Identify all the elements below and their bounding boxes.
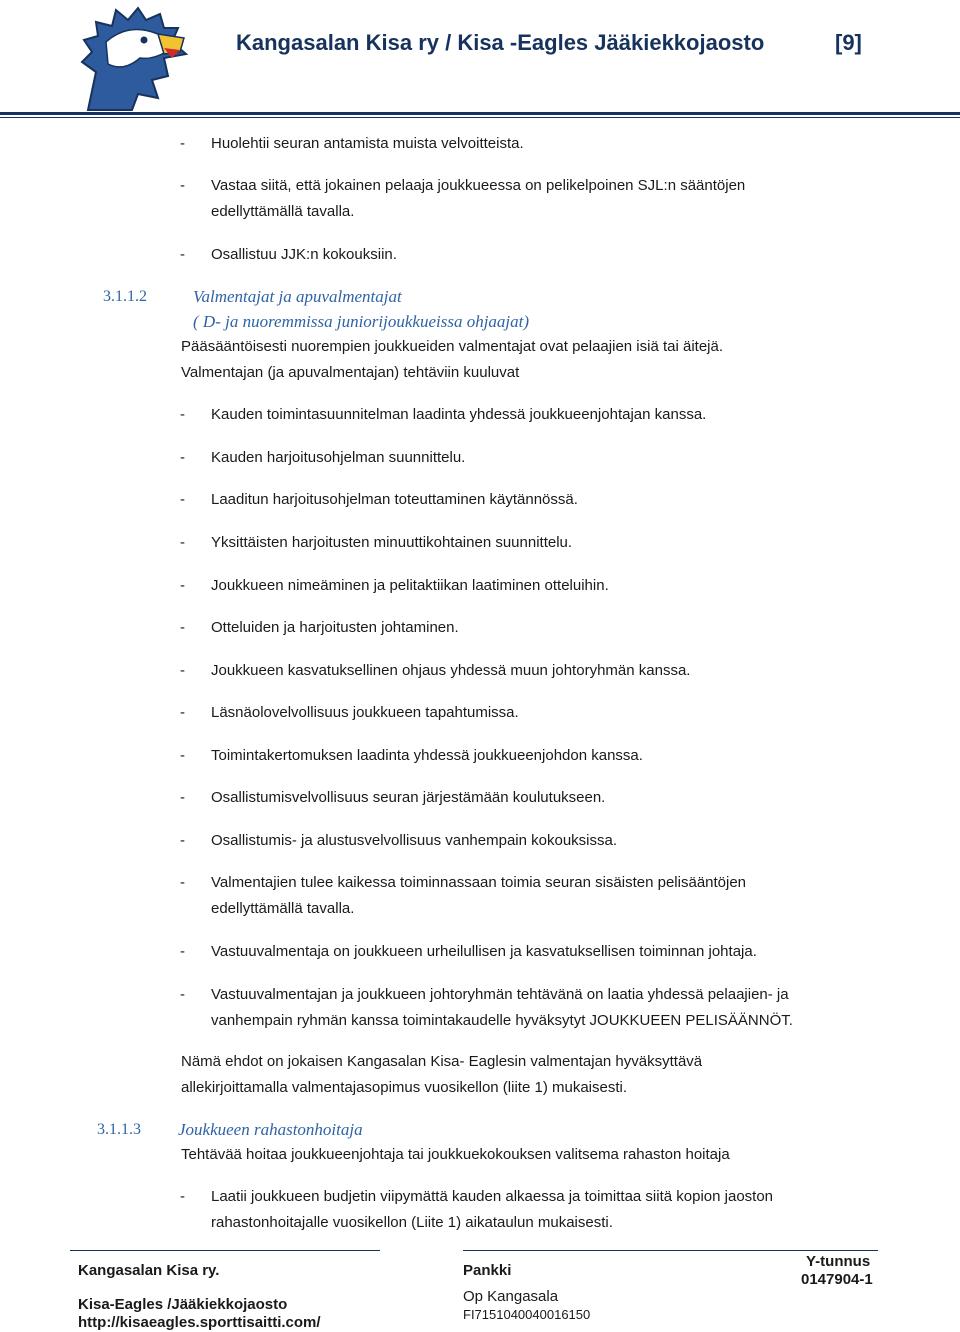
- footer-iban: FI7151040040016150: [463, 1307, 591, 1322]
- list-item: Kauden harjoitusohjelman suunnittelu.: [211, 449, 466, 466]
- list-item: Valmentajien tulee kaikessa toiminnassaan toimia seuran sisäisten pelisääntöjen: [211, 874, 747, 891]
- bullet-dash: -: [180, 874, 185, 891]
- bullet-dash: -: [180, 747, 185, 764]
- section-number: 3.1.1.3: [97, 1121, 141, 1138]
- list-item: Vastuuvalmentajan ja joukkueen johtoryhmän tehtävänä on laatia yhdessä pelaajien- ja: [211, 986, 789, 1003]
- footer-org: Kangasalan Kisa ry.: [78, 1262, 220, 1279]
- header-title: Kangasalan Kisa ry / Kisa -Eagles Jääkiekkojaosto: [236, 30, 765, 55]
- bullet-dash: -: [180, 177, 185, 194]
- list-item: Osallistumisvelvollisuus seuran järjestämään koulutukseen.: [211, 789, 606, 806]
- list-item-continuation: edellyttämällä tavalla.: [211, 203, 355, 220]
- footer-url-link[interactable]: http://kisaeagles.sporttisaitti.com/: [78, 1314, 321, 1331]
- bullet-dash: -: [180, 577, 185, 594]
- bullet-dash: -: [180, 662, 185, 679]
- list-item-continuation: edellyttämällä tavalla.: [211, 900, 355, 917]
- section-title: Joukkueen rahastonhoitaja: [178, 1120, 363, 1139]
- bullet-dash: -: [180, 619, 185, 636]
- paragraph: Nämä ehdot on jokaisen Kangasalan Kisa- Eaglesin valmentajan hyväksyttävä: [181, 1053, 703, 1070]
- bullet-dash: -: [180, 704, 185, 721]
- list-item: Toimintakertomuksen laadinta yhdessä joukkueenjohdon kanssa.: [211, 747, 643, 764]
- page-number: [9]: [835, 30, 862, 55]
- paragraph: allekirjoittamalla valmentajasopimus vuosikellon (liite 1) mukaisesti.: [181, 1079, 628, 1096]
- list-item-continuation: rahastonhoitajalle vuosikellon (Liite 1) aikataulun mukaisesti.: [211, 1214, 613, 1231]
- section-number: 3.1.1.2: [103, 288, 147, 305]
- paragraph: Valmentajan (ja apuvalmentajan) tehtäviin kuuluvat: [181, 364, 520, 381]
- list-item: Vastuuvalmentaja on joukkueen urheilullisen ja kasvatuksellisen toiminnan johtaja.: [211, 943, 757, 960]
- footer-ytunnus: 0147904-1: [801, 1271, 873, 1288]
- list-item: Otteluiden ja harjoitusten johtaminen.: [211, 619, 459, 636]
- footer-bank-name: Op Kangasala: [463, 1288, 559, 1305]
- bullet-dash: -: [180, 986, 185, 1003]
- list-item-continuation: vanhempain ryhmän kanssa toimintakaudelle hyväksytyt JOUKKUEEN PELISÄÄNNÖT.: [211, 1012, 793, 1029]
- bullet-dash: -: [180, 789, 185, 806]
- list-item: Vastaa siitä, että jokainen pelaaja joukkueessa on pelikelpoinen SJL:n sääntöjen: [211, 177, 746, 194]
- paragraph: Tehtävää hoitaa joukkueenjohtaja tai joukkuekokouksen valitsema rahaston hoitaja: [181, 1146, 730, 1163]
- list-item: Laaditun harjoitusohjelman toteuttaminen käytännössä.: [211, 491, 578, 508]
- bullet-dash: -: [180, 406, 185, 423]
- document-header: [236, 30, 764, 56]
- eagle-logo-icon: [68, 2, 190, 112]
- list-item: Kauden toimintasuunnitelman laadinta yhdessä joukkueenjohtajan kanssa.: [211, 406, 707, 423]
- section-subtitle: ( D- ja nuoremmissa juniorijoukkueissa ohjaajat): [193, 312, 530, 331]
- bullet-dash: -: [180, 449, 185, 466]
- list-item: Joukkueen nimeäminen ja pelitaktiikan laatiminen otteluihin.: [211, 577, 609, 594]
- list-item: Huolehtii seuran antamista muista velvoitteista.: [211, 135, 524, 152]
- bullet-dash: -: [180, 832, 185, 849]
- list-item: Osallistumis- ja alustusvelvollisuus vanhempain kokouksissa.: [211, 832, 618, 849]
- list-item: Läsnäolovelvollisuus joukkueen tapahtumissa.: [211, 704, 519, 721]
- bullet-dash: -: [180, 246, 185, 263]
- footer-divider: [463, 1250, 878, 1251]
- header-divider: [0, 112, 960, 120]
- list-item: Laatii joukkueen budjetin viipymättä kauden alkaessa ja toimittaa siitä kopion jaoston: [211, 1188, 774, 1205]
- bullet-dash: -: [180, 135, 185, 152]
- footer-org-sub: Kisa-Eagles /Jääkiekkojaosto: [78, 1296, 288, 1313]
- list-item: Osallistuu JJK:n kokouksiin.: [211, 246, 397, 263]
- footer-ytunnus-label: Y-tunnus: [806, 1253, 871, 1270]
- list-item: Joukkueen kasvatuksellinen ohjaus yhdessä muun johtoryhmän kanssa.: [211, 662, 691, 679]
- section-title: Valmentajat ja apuvalmentajat: [193, 287, 402, 306]
- bullet-dash: -: [180, 491, 185, 508]
- bullet-dash: -: [180, 534, 185, 551]
- bullet-dash: -: [180, 943, 185, 960]
- list-item: Yksittäisten harjoitusten minuuttikohtainen suunnittelu.: [211, 534, 573, 551]
- bullet-dash: -: [180, 1188, 185, 1205]
- footer-bank-label: Pankki: [463, 1262, 512, 1279]
- paragraph: Pääsääntöisesti nuorempien joukkueiden valmentajat ovat pelaajien isiä tai äitejä.: [181, 338, 724, 355]
- footer-divider: [70, 1250, 380, 1251]
